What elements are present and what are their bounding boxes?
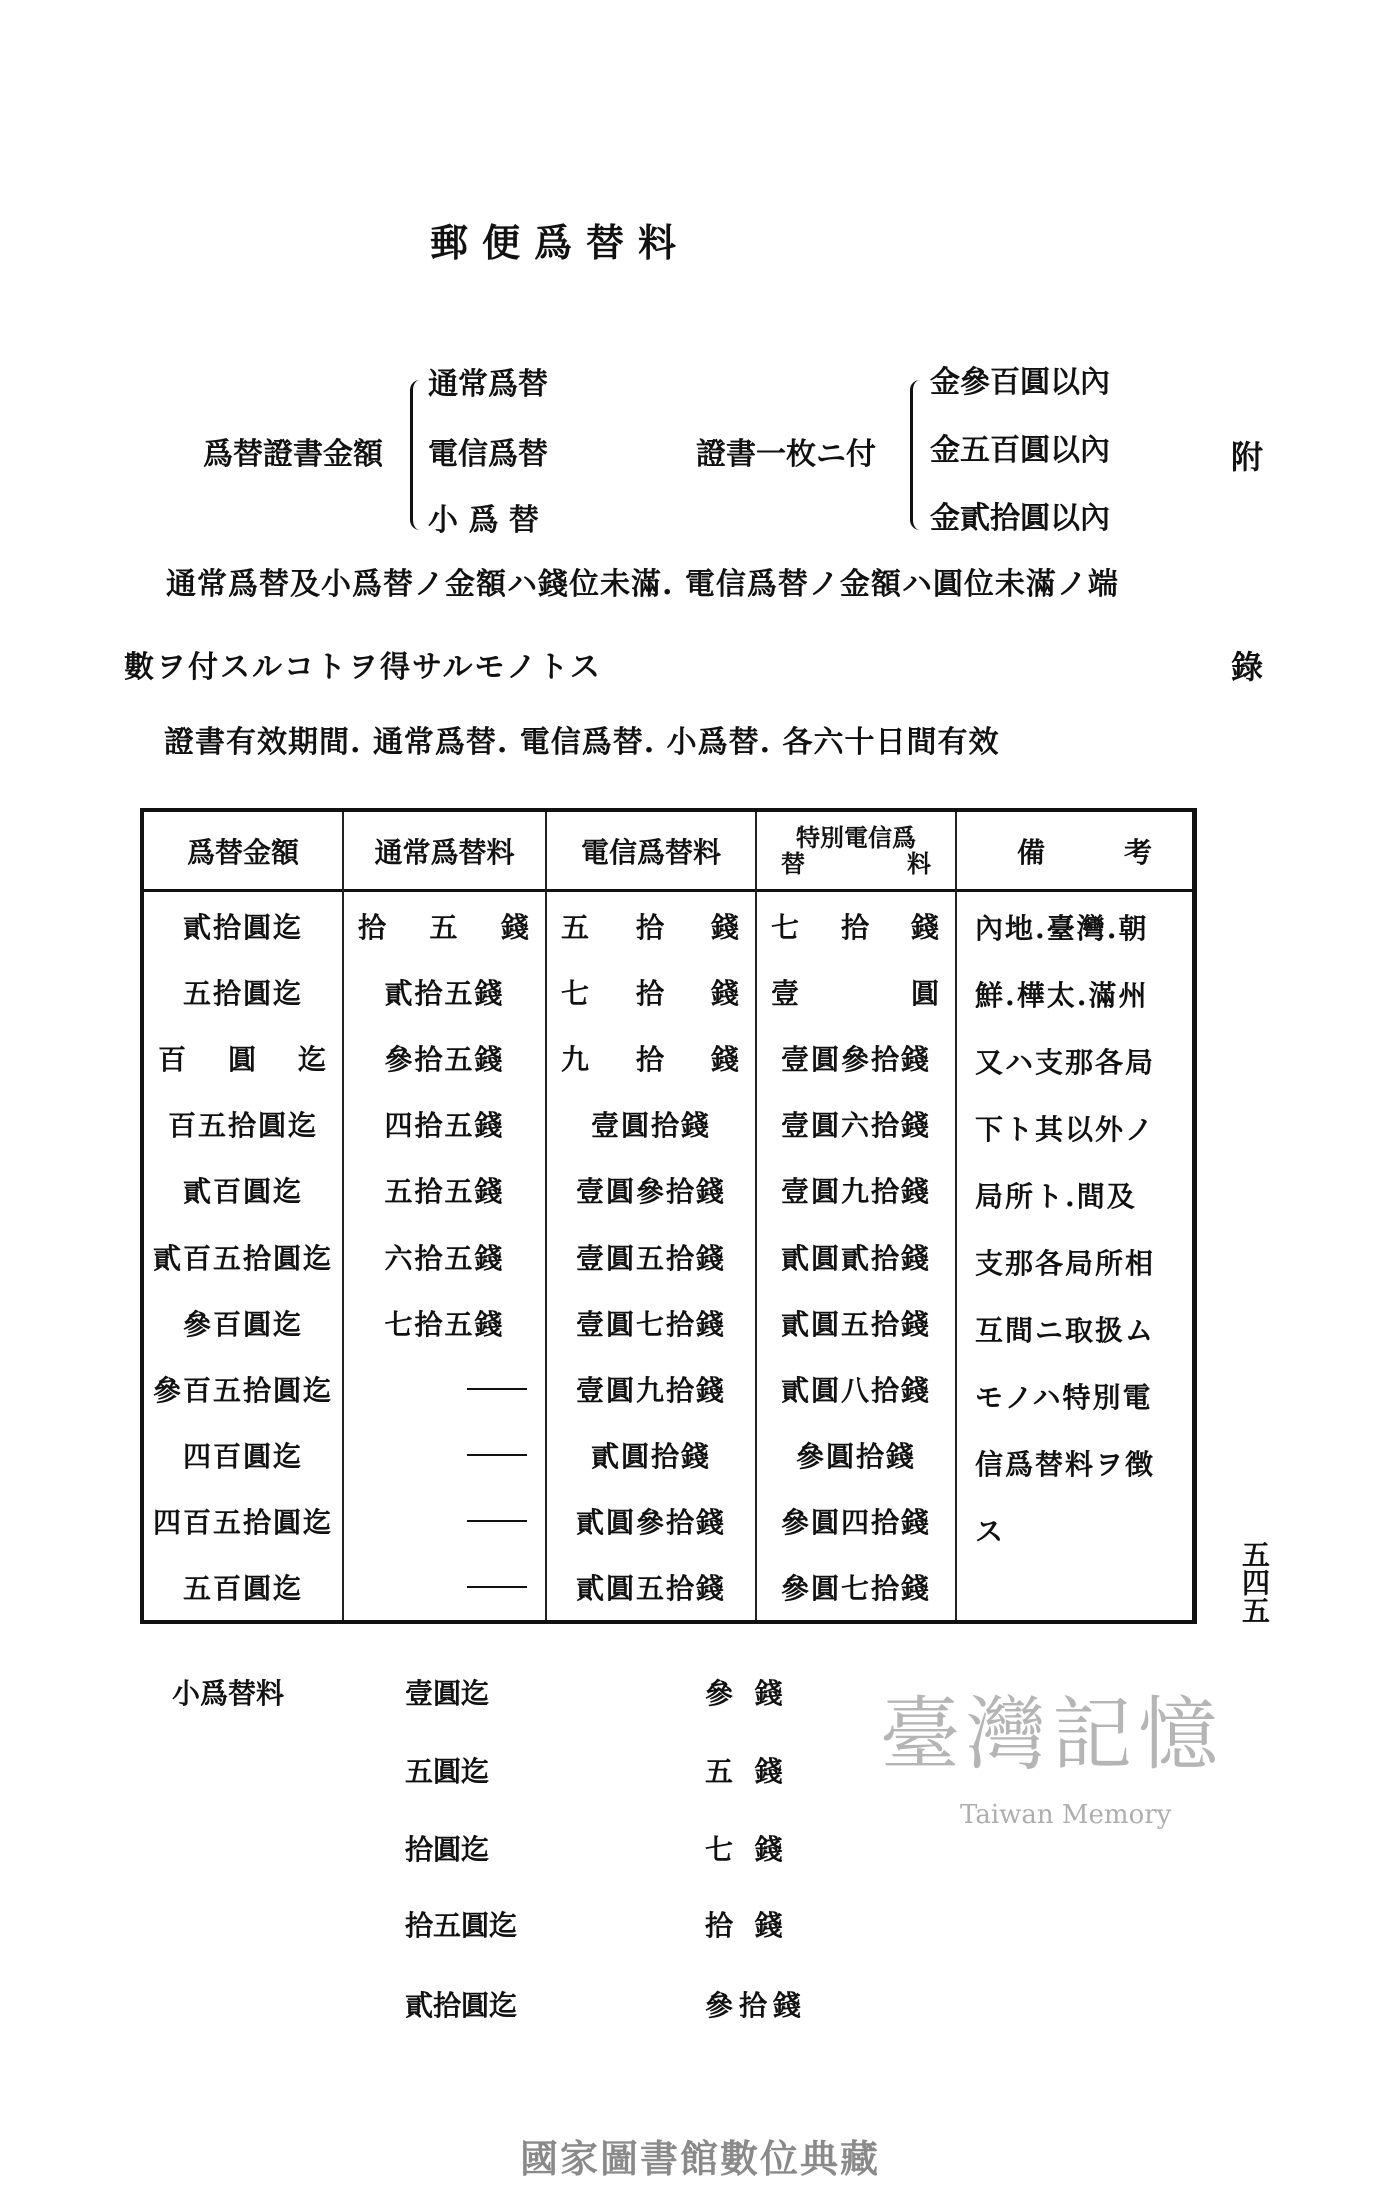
small-fees-label: 小爲替料 xyxy=(172,1677,285,1710)
cell-char: 七 xyxy=(771,911,802,945)
certificate-amount-label: 爲替證書金額 xyxy=(203,437,383,472)
header-remarks-char: 備 xyxy=(1017,835,1046,869)
small-fee-amount: 拾五圓迄 xyxy=(405,1909,518,1942)
table-header xyxy=(144,812,1192,892)
table-cell-remarks: 信爲替料ヲ徴 xyxy=(975,1447,1156,1481)
table-cell-remarks: 鮮.樺太.滿州 xyxy=(975,978,1149,1012)
header-special-char: 料 xyxy=(907,848,931,878)
cell-char: 拾 xyxy=(635,977,666,1011)
table-cell-amounts: 參百圓迄 xyxy=(182,1307,303,1341)
cell-char: 拾 xyxy=(635,1043,666,1077)
table-cell-telegraph: 貳圓拾錢 xyxy=(590,1439,711,1473)
table-cell-telegraph xyxy=(547,1025,755,1091)
table-cell-ordinary xyxy=(344,893,545,959)
cell-char: 錢 xyxy=(710,1043,741,1077)
table-cell-ordinary xyxy=(344,1554,545,1620)
cell-char: 九 xyxy=(561,1043,592,1077)
cell-char: 七 xyxy=(561,977,592,1011)
small-fee-value: 參 錢 xyxy=(705,1677,789,1710)
column-special xyxy=(757,889,957,1620)
fee-table xyxy=(140,808,1197,1624)
table-cell-telegraph xyxy=(547,893,755,959)
small-fee-amount: 貳拾圓迄 xyxy=(405,1989,518,2022)
header-remarks-char: 考 xyxy=(1123,835,1152,869)
table-cell-telegraph: 貳圓五拾錢 xyxy=(575,1571,726,1605)
table-cell-special: 貳圓八拾錢 xyxy=(780,1373,931,1407)
cell-char: 圓 xyxy=(910,977,941,1011)
dash-mark xyxy=(467,1520,527,1522)
header-remarks xyxy=(957,812,1192,889)
table-cell-special: 參圓拾錢 xyxy=(795,1439,916,1473)
type-telegraph: 電信爲替 xyxy=(428,437,548,472)
cell-char: 錢 xyxy=(710,911,741,945)
column-remarks xyxy=(957,889,1192,1620)
table-cell-telegraph: 壹圓七拾錢 xyxy=(575,1307,726,1341)
table-cell-remarks: 互間ニ取扱ム xyxy=(975,1313,1156,1347)
table-cell-amounts: 參百五拾圓迄 xyxy=(152,1373,333,1407)
limit-small: 金貳拾圓以內 xyxy=(930,501,1110,536)
header-special xyxy=(757,812,957,889)
table-cell-amounts: 貳百五拾圓迄 xyxy=(152,1241,333,1275)
right-brace xyxy=(910,380,927,530)
header-amount: 爲替金額 xyxy=(144,812,344,889)
dash-mark xyxy=(467,1586,527,1588)
table-cell-special xyxy=(757,959,955,1025)
cell-char: 圓 xyxy=(227,1043,258,1077)
table-cell-amounts xyxy=(144,1025,342,1091)
cell-char: 迄 xyxy=(297,1043,328,1077)
paragraph-line: 通常爲替及小爲替ノ金額ハ錢位未滿. 電信爲替ノ金額ハ圓位未滿ノ端 xyxy=(166,567,1119,602)
cell-char: 錢 xyxy=(500,911,531,945)
small-fee-value: 參拾錢 xyxy=(705,1989,808,2022)
table-cell-telegraph: 壹圓五拾錢 xyxy=(575,1241,726,1275)
table-cell-telegraph xyxy=(547,959,755,1025)
table-cell-amounts: 貳拾圓迄 xyxy=(182,911,303,945)
column-amount xyxy=(144,889,344,1620)
table-cell-remarks: 局所ト.間及 xyxy=(975,1179,1137,1213)
table-cell-ordinary: 四拾五錢 xyxy=(384,1109,505,1143)
cell-char: 五 xyxy=(429,911,460,945)
small-fee-amount: 五圓迄 xyxy=(405,1755,490,1788)
taiwan-memory-watermark-en: Taiwan Memory xyxy=(960,1800,1172,1830)
watermark-cjk: 臺灣記憶 xyxy=(880,1688,1224,1781)
table-cell-special: 貳圓五拾錢 xyxy=(780,1307,931,1341)
cell-char: 拾 xyxy=(840,911,871,945)
table-cell-amounts: 四百圓迄 xyxy=(182,1439,303,1473)
limit-ordinary: 金參百圓以內 xyxy=(930,365,1110,400)
dash-mark xyxy=(467,1454,527,1456)
table-cell-amounts: 五百圓迄 xyxy=(182,1571,303,1605)
column-telegraph xyxy=(547,889,757,1620)
type-small: 小 爲 替 xyxy=(428,503,539,538)
cell-char: 錢 xyxy=(710,977,741,1011)
small-fee-value: 五 錢 xyxy=(705,1755,789,1788)
per-certificate-label: 證書一枚ニ付 xyxy=(696,437,876,472)
table-cell-special: 貳圓貳拾錢 xyxy=(780,1241,931,1275)
table-cell-amounts: 百五拾圓迄 xyxy=(167,1109,318,1143)
table-cell-ordinary: 參拾五錢 xyxy=(384,1043,505,1077)
table-cell-ordinary: 六拾五錢 xyxy=(384,1241,505,1275)
page-number: 五四五 xyxy=(1238,1540,1271,1624)
page-title: 郵便爲替料 xyxy=(430,220,691,265)
side-label-roku: 錄 xyxy=(1226,650,1264,686)
header-telegraph: 電信爲替料 xyxy=(547,812,757,889)
table-cell-remarks: 又ハ支那各局 xyxy=(975,1045,1156,1079)
type-ordinary: 通常爲替 xyxy=(428,367,548,402)
side-label-fu: 附 xyxy=(1226,440,1264,476)
cell-char: 百 xyxy=(158,1043,189,1077)
table-cell-special: 壹圓九拾錢 xyxy=(780,1175,931,1209)
taiwan-memory-watermark xyxy=(880,1690,1224,1780)
header-special-line2 xyxy=(781,848,931,878)
table-cell-ordinary xyxy=(344,1488,545,1554)
table-cell-remarks: ス xyxy=(975,1514,1006,1548)
small-fee-value: 七 錢 xyxy=(705,1833,789,1866)
table-cell-remarks: 內地.臺灣.朝 xyxy=(975,911,1149,945)
table-cell-special: 壹圓參拾錢 xyxy=(780,1043,931,1077)
table-cell-amounts: 貳百圓迄 xyxy=(182,1175,303,1209)
header-ordinary: 通常爲替料 xyxy=(344,812,547,889)
table-cell-ordinary: 五拾五錢 xyxy=(384,1175,505,1209)
table-cell-remarks: 支那各局所相 xyxy=(975,1246,1156,1280)
table-cell-remarks: モノハ特別電 xyxy=(975,1380,1153,1414)
table-cell-ordinary xyxy=(344,1422,545,1488)
small-fee-amount: 拾圓迄 xyxy=(405,1833,490,1866)
table-cell-special: 參圓七拾錢 xyxy=(780,1571,931,1605)
table-cell-special: 壹圓六拾錢 xyxy=(780,1109,931,1143)
table-cell-ordinary: 貳拾五錢 xyxy=(384,977,505,1011)
cell-char: 五 xyxy=(561,911,592,945)
table-cell-special: 參圓四拾錢 xyxy=(780,1505,931,1539)
library-footer: 國家圖書館數位典藏 xyxy=(519,2136,880,2181)
cell-char: 拾 xyxy=(635,911,666,945)
paragraph-line: 數ヲ付スルコトヲ得サルモノトス xyxy=(124,650,602,685)
cell-char: 壹 xyxy=(771,977,802,1011)
paragraph-line: 證書有效期間. 通常爲替. 電信爲替. 小爲替. 各六十日間有效 xyxy=(164,725,1000,760)
limit-telegraph: 金五百圓以內 xyxy=(930,433,1110,468)
dash-mark xyxy=(467,1388,527,1390)
header-special-char: 替 xyxy=(781,848,805,878)
table-cell-telegraph: 壹圓九拾錢 xyxy=(575,1373,726,1407)
table-cell-telegraph: 壹圓拾錢 xyxy=(590,1109,711,1143)
left-brace xyxy=(410,380,427,530)
table-cell-amounts: 五拾圓迄 xyxy=(182,977,303,1011)
cell-char: 拾 xyxy=(358,911,389,945)
small-fee-value: 拾 錢 xyxy=(705,1909,789,1942)
column-ordinary xyxy=(344,889,547,1620)
table-cell-ordinary xyxy=(344,1356,545,1422)
table-cell-amounts: 四百五拾圓迄 xyxy=(152,1505,333,1539)
cell-char: 錢 xyxy=(910,911,941,945)
table-cell-special xyxy=(757,893,955,959)
table-cell-telegraph: 壹圓參拾錢 xyxy=(575,1175,726,1209)
table-cell-remarks: 下ト其以外ノ xyxy=(975,1112,1156,1146)
small-fee-amount: 壹圓迄 xyxy=(405,1677,490,1710)
header-special-line1: 特別電信爲 xyxy=(796,822,916,852)
table-cell-ordinary: 七拾五錢 xyxy=(384,1307,505,1341)
table-body xyxy=(144,889,1192,1620)
table-cell-telegraph: 貳圓參拾錢 xyxy=(575,1505,726,1539)
